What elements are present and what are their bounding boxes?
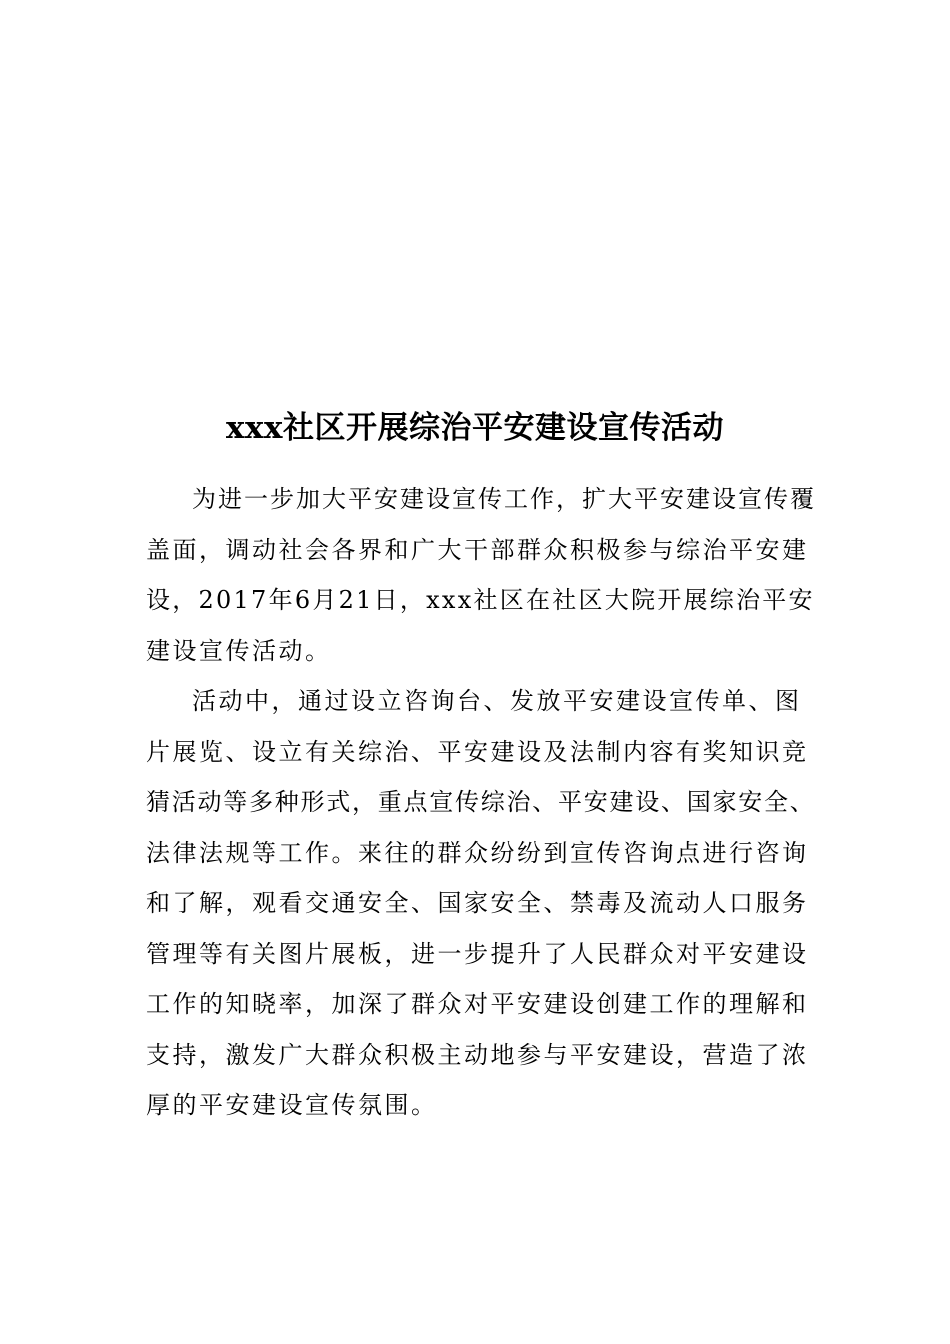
paragraph-line: 厚的平安建设宣传氛围。 bbox=[146, 1091, 438, 1119]
paragraph-line: 猜活动等多种形式，重点宣传综治、平安建设、国家安全、 bbox=[146, 788, 816, 816]
paragraph-line: 和了解，观看交通安全、国家安全、禁毒及流动人口服务 bbox=[146, 889, 809, 917]
paragraph-line: 活动中，通过设立咨询台、发放平安建设宣传单、图 bbox=[192, 687, 802, 715]
paragraph-line: 建设宣传活动。 bbox=[146, 636, 332, 665]
document-body bbox=[146, 474, 818, 1131]
paragraph-line: 管理等有关图片展板，进一步提升了人民群众对平安建设 bbox=[146, 939, 809, 968]
paragraph-line: 工作的知晓率，加深了群众对平安建设创建工作的理解和 bbox=[146, 990, 809, 1018]
document-title: xxx社区开展综治平安建设宣传活动 bbox=[226, 410, 724, 446]
paragraph-line: 设，2017年6月21日，xxx社区在社区大院开展综治平安 bbox=[146, 586, 815, 614]
paragraph-2 bbox=[146, 676, 818, 1131]
paragraph-line: 片展览、设立有关综治、平安建设及法制内容有奖知识竞 bbox=[146, 737, 809, 766]
paragraph-line: 为进一步加大平安建设宣传工作，扩大平安建设宣传覆 bbox=[192, 485, 816, 513]
paragraph-1 bbox=[146, 474, 818, 676]
paragraph-line: 法律法规等工作。来往的群众纷纷到宣传咨询点进行咨询 bbox=[146, 838, 809, 867]
paragraph-line: 盖面，调动社会各界和广大干部群众积极参与综治平安建 bbox=[146, 535, 809, 564]
paragraph-line: 支持，激发广大群众积极主动地参与平安建设，营造了浓 bbox=[146, 1040, 809, 1069]
